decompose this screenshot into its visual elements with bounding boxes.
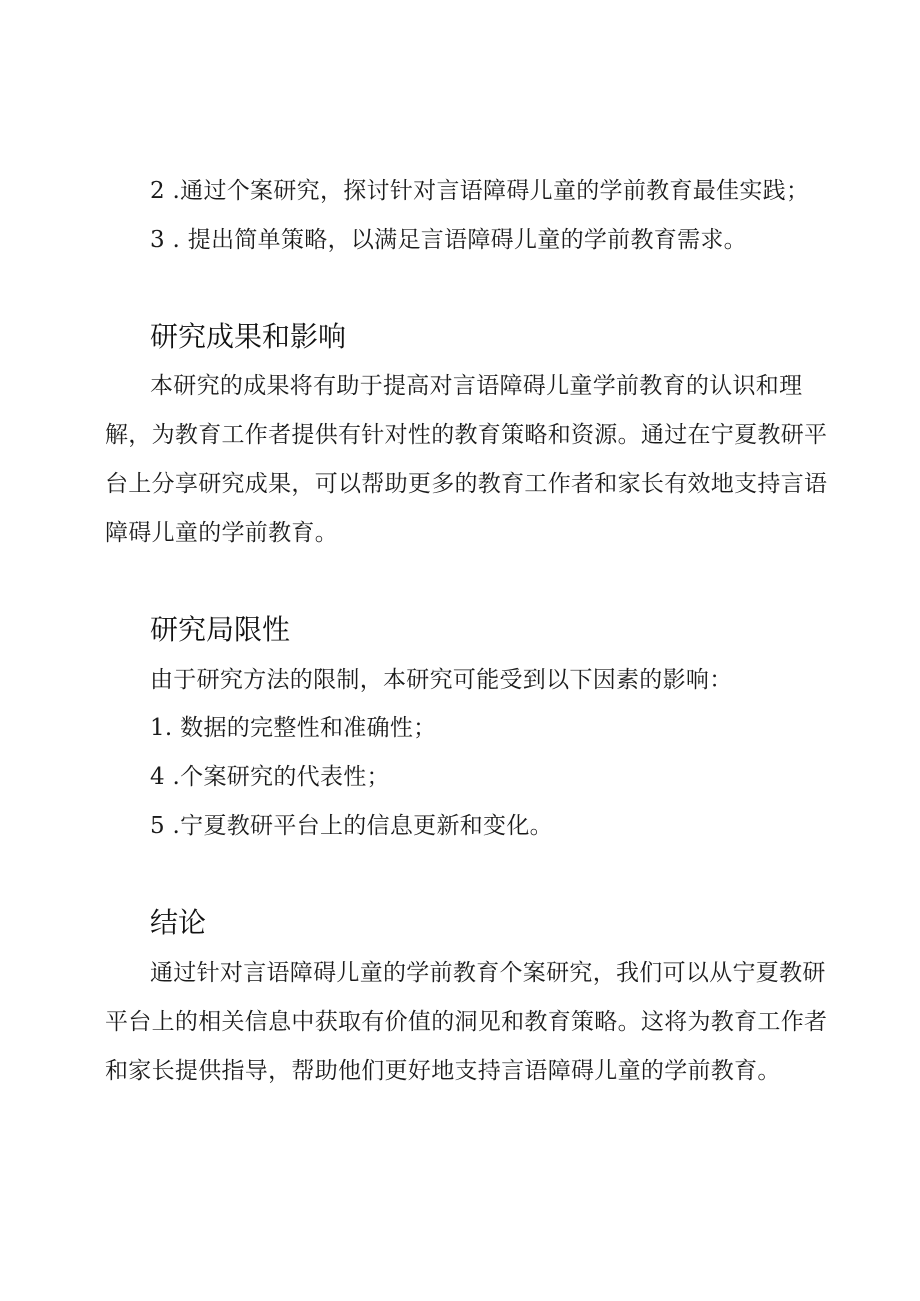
limitations-item-4: 4 .个案研究的代表性； xyxy=(150,764,390,790)
conclusion-paragraph-line-1: 通过针对言语障碍儿童的学前教育个案研究，我们可以从宁夏教研 xyxy=(150,960,826,986)
conclusion-paragraph-line-2: 平台上的相关信息中获取有价值的洞见和教育策略。这将为教育工作者 xyxy=(105,1009,828,1035)
results-paragraph-line-2: 解，为教育工作者提供有针对性的教育策略和资源。通过在宁夏教研平 xyxy=(105,422,828,448)
list-item-2: 2 .通过个案研究，探讨针对言语障碍儿童的学前教育最佳实践； xyxy=(150,178,810,204)
section-heading-conclusion: 结论 xyxy=(150,906,207,939)
results-paragraph-line-4: 障碍儿童的学前教育。 xyxy=(105,520,338,546)
results-paragraph-line-3: 台上分享研究成果，可以帮助更多的教育工作者和家长有效地支持言语 xyxy=(105,471,828,497)
conclusion-paragraph-line-3: 和家长提供指导，帮助他们更好地支持言语障碍儿童的学前教育。 xyxy=(105,1058,781,1084)
limitations-intro: 由于研究方法的限制，本研究可能受到以下因素的影响： xyxy=(150,667,733,693)
limitations-item-5: 5 .宁夏教研平台上的信息更新和变化。 xyxy=(150,813,553,839)
section-heading-limitations: 研究局限性 xyxy=(150,613,291,646)
section-heading-results: 研究成果和影响 xyxy=(150,320,347,353)
list-item-3: 3 . 提出简单策略，以满足言语障碍儿童的学前教育需求。 xyxy=(150,227,747,253)
results-paragraph-line-1: 本研究的成果将有助于提高对言语障碍儿童学前教育的认识和理 xyxy=(150,373,803,399)
limitations-item-1: 1. 数据的完整性和准确性； xyxy=(150,715,437,741)
